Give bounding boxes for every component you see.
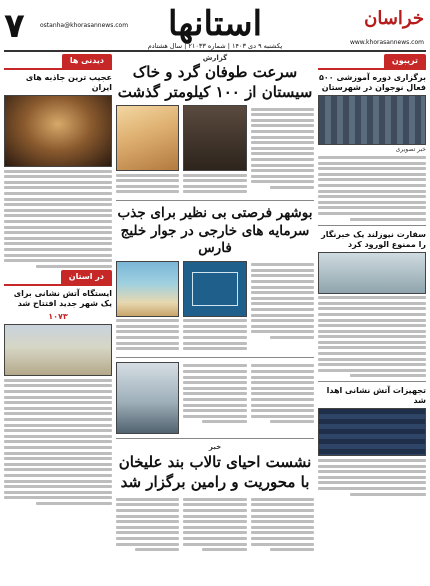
photo-caption: خبر تصویری (395, 146, 426, 153)
article-body (4, 379, 112, 505)
page-number: ۷ (4, 6, 25, 46)
kicker: خبر (208, 442, 222, 451)
article-body (251, 263, 314, 339)
divider (116, 438, 314, 439)
center-column (116, 54, 314, 580)
news-photo (183, 105, 246, 171)
divider (116, 200, 314, 201)
article-body (318, 459, 426, 496)
article-body (183, 319, 246, 350)
feature-headline[interactable]: بوشهر فرصتی بی نظیر برای جذب سرمایه های خارجی در جوار خلیج فارس (117, 204, 313, 257)
news-photo (116, 362, 179, 434)
article-body (116, 174, 179, 194)
bottom-headline[interactable]: نشست احیای تالاب بند علیخان با محوریت و رامین برگزار شد (118, 452, 312, 492)
lead-headline[interactable]: سرعت طوفان گرد و خاک سیستان از ۱۰۰ کیلومتر گذشت (117, 63, 313, 101)
news-photo (4, 95, 112, 167)
news-photo (318, 252, 426, 294)
article-body (4, 170, 112, 268)
article-body (318, 156, 426, 221)
news-photo (183, 261, 246, 317)
divider (116, 357, 314, 358)
article-body (183, 498, 246, 551)
story-headline[interactable]: برگزاری دوره آموزشی ۵۰۰ فعال نوجوان در شهرستان (319, 73, 426, 92)
feature-story (116, 261, 314, 353)
article-body (183, 364, 246, 423)
right-column (318, 54, 426, 580)
divider (318, 225, 426, 226)
article-body (318, 296, 426, 377)
left-column (4, 54, 112, 580)
news-photo (116, 105, 179, 171)
news-photo (4, 324, 112, 376)
brand-logo: خراسان (364, 8, 424, 29)
news-photo (116, 261, 179, 317)
story-headline[interactable]: ایستگاه آتش نشانی برای یک شهر جدید افتتاح شد (13, 289, 112, 309)
lead-story (116, 105, 314, 196)
article-body (251, 364, 314, 423)
story-headline[interactable]: سفارت نیوزلند یک خبرنگار را ممنوع الورود کرد (321, 229, 426, 249)
article-body (251, 498, 314, 551)
masthead (4, 4, 426, 52)
section-tab-sights: دیدنی ها (4, 54, 112, 70)
website-link[interactable]: www.khorasannews.com (349, 39, 424, 46)
article-body (116, 498, 179, 551)
bottom-story (116, 495, 314, 554)
paper-title: استانها (167, 4, 263, 44)
dateline: یکشنبه ۹ دی ۱۴۰۳ | شماره ۲۱۰۳۳ | سال هشتادم (147, 42, 283, 50)
story-headline[interactable]: عجیب ترین جاذبه های ایران (25, 73, 112, 92)
section-tab-tribune: تریبون (318, 54, 426, 70)
middle-stories (116, 362, 314, 434)
section-tab-province: در استان (4, 270, 112, 286)
email-link[interactable]: ostanha@khorasannews.com (40, 22, 129, 29)
article-body (183, 174, 246, 194)
news-photo (318, 408, 426, 456)
article-body (116, 319, 179, 350)
story-number: ۱۰۷۳ (48, 312, 68, 322)
divider (318, 381, 426, 382)
story-headline[interactable]: تجهیزات آتش نشانی اهدا شد (326, 386, 426, 406)
kicker: گزارش (202, 54, 228, 62)
article-body (251, 108, 314, 189)
news-photo (318, 95, 426, 145)
